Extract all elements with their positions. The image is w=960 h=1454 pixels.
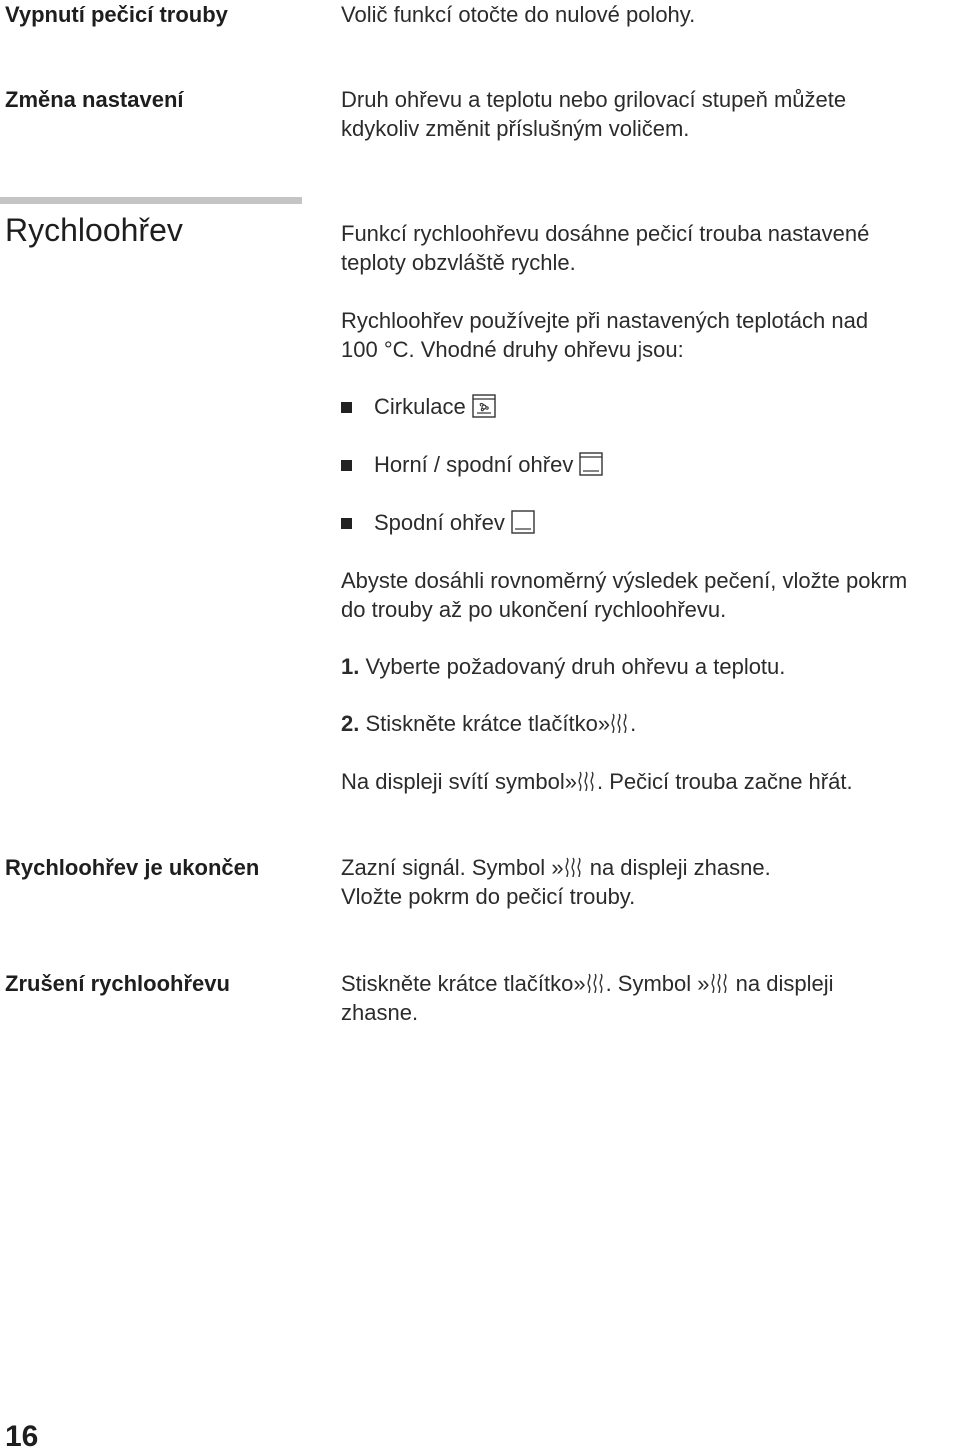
heating-type-label: Cirkulace: [374, 394, 466, 419]
text-vypnuti: Volič funkcí otočte do nulové polohy.: [341, 2, 696, 27]
circulation-icon: [472, 394, 496, 418]
heating-type-label: Horní / spodní ohřev: [374, 452, 574, 477]
bullet-square: [341, 402, 352, 413]
text-zmena: Druh ohřevu a teplotu nebo grilovací stupeň můžete kdykoliv změnit příslušným voličem.: [341, 87, 847, 141]
quote-mark: »: [551, 855, 564, 880]
fast-heat-icon: [710, 972, 730, 994]
fast-heat-icon: [586, 972, 606, 994]
top-bottom-heat-icon: [579, 452, 603, 476]
step-text: Vyberte požadovaný druh ohřevu a teplotu.: [365, 654, 786, 679]
bottom-heat-icon: [511, 510, 535, 534]
label-zmena: Změna nastavení: [5, 87, 184, 112]
quote-mark: »: [564, 769, 577, 794]
heating-type-label: Spodní ohřev: [374, 510, 505, 535]
step-number: 1.: [341, 654, 360, 679]
label-ukoncen: Rychloohřev je ukončen: [5, 855, 260, 880]
bullet-square: [341, 518, 352, 529]
text-ukoncen: Zazní signál. Symbol » na displeji zhasne. Vložte pokrm do pečicí trouby.: [341, 855, 771, 909]
fast-heat-icon: [564, 856, 584, 878]
step-text: Stiskněte krátce tlačítko: [365, 711, 598, 736]
step-2: 2. Stiskněte krátce tlačítko» .: [341, 711, 637, 736]
quote-mark: »: [697, 971, 710, 996]
quote-mark: »: [597, 711, 611, 736]
page-number: 16: [5, 1420, 39, 1453]
text-zruseni: Stiskněte krátce tlačítko» . Symbol » na displeji zhasne.: [341, 971, 834, 1025]
section-advice: Abyste dosáhli rovnoměrný výsledek pečení, vložte pokrm do trouby až po ukončení rychloohřevu.: [341, 568, 908, 622]
bullet-square: [341, 460, 352, 471]
section-title: Rychloohřev: [5, 212, 183, 248]
fast-heat-icon: [610, 712, 630, 734]
section-rule: [0, 197, 302, 204]
label-zruseni: Zrušení rychloohřevu: [5, 971, 230, 996]
step-number: 2.: [341, 711, 360, 736]
display-note: Na displeji svítí symbol» . Pečicí trouba začne hřát.: [341, 769, 853, 794]
fast-heat-icon: [577, 770, 597, 792]
step-1: [341, 652, 960, 681]
section-intro: Funkcí rychloohřevu dosáhne pečicí trouba nastavené teploty obzvláště rychle.: [341, 221, 870, 275]
quote-mark: »: [573, 971, 586, 996]
section-usage: Rychloohřev používejte při nastavených teplotách nad 100 °C. Vhodné druhy ohřevu jsou:: [341, 308, 869, 362]
label-vypnuti: Vypnutí pečicí trouby: [5, 2, 228, 27]
